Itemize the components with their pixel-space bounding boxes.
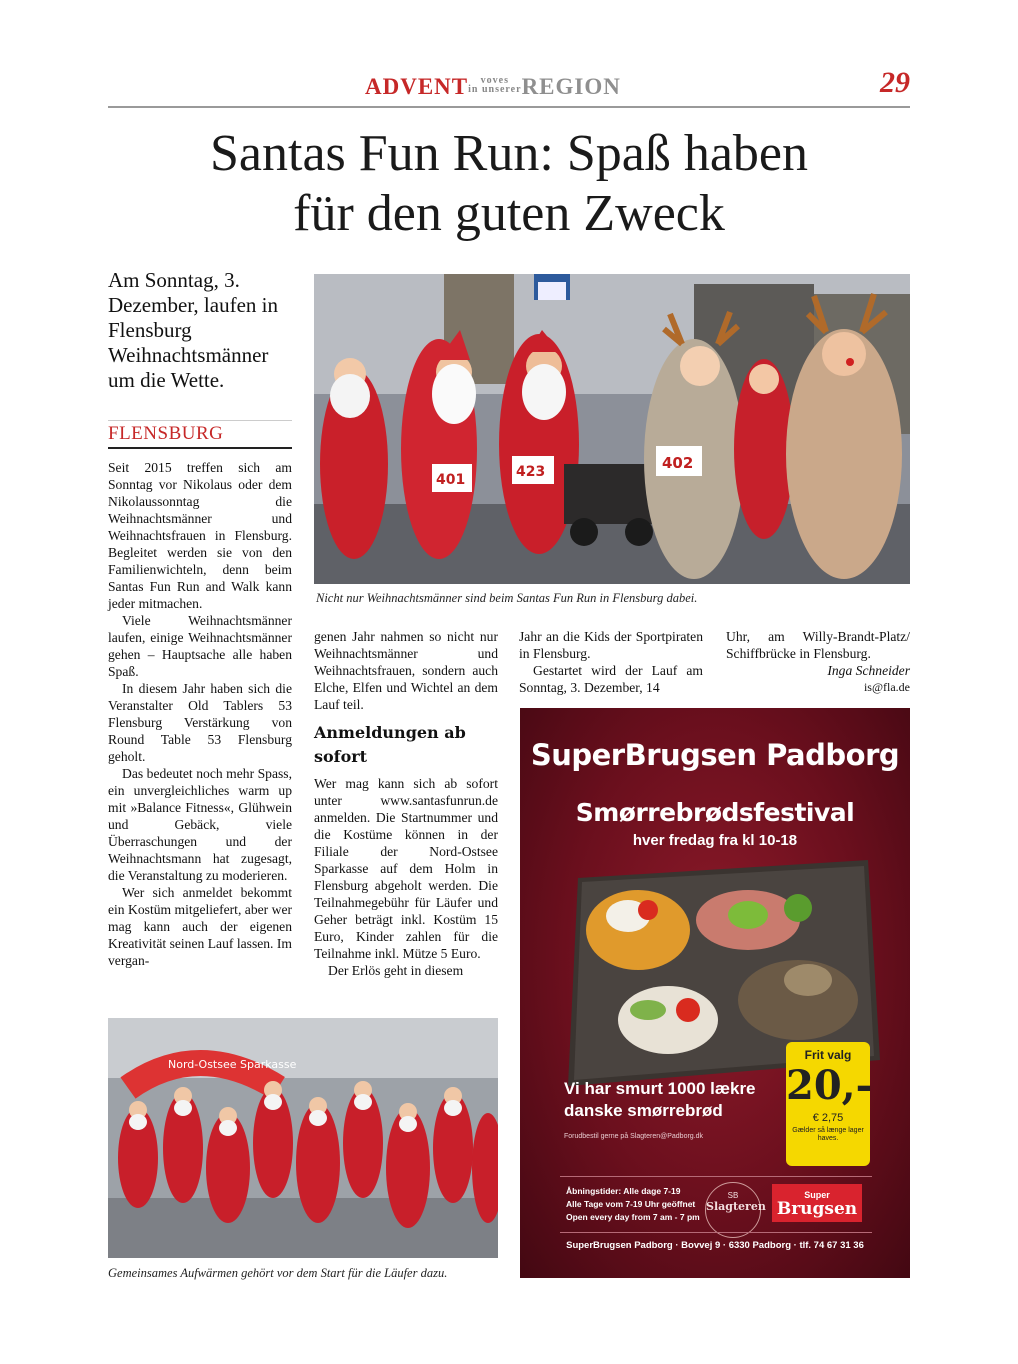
paragraph: Gestartet wird der Lauf am Sonntag, 3. Dezember, 14 <box>519 663 703 695</box>
article-column-2 <box>314 628 498 979</box>
article-column-3 <box>519 628 703 696</box>
kicker-small <box>468 76 521 94</box>
ad-festival: Smørrebrødsfestival <box>575 798 855 827</box>
photo-caption-2: Gemeinsames Aufwärmen gehört vor dem Start für die Läufer dazu. <box>108 1266 448 1280</box>
logo-super: Super <box>804 1190 830 1200</box>
bib-number: 401 <box>436 472 466 488</box>
page-number: 29 <box>880 66 910 99</box>
subheading: Anmeldungen ab sofort <box>314 723 466 766</box>
hours-danish: Åbningstider: Alle dage 7-19 <box>566 1186 681 1196</box>
price-euro: € 2,75 <box>812 1112 844 1124</box>
author-name: Inga Schneider <box>827 663 910 678</box>
paragraph: Jahr an die Kids der Sportpiraten in Flensburg. <box>519 629 703 661</box>
ad-order-note: Forudbestil gerne på Slagteren@Padborg.dk <box>564 1133 704 1140</box>
author-email: is@fla.de <box>863 680 910 694</box>
ad-claim: Vi har smurt 1000 lækre danske smørrebrød <box>564 1079 756 1120</box>
banner-text: Nord-Ostsee Sparkasse <box>168 1058 297 1071</box>
price-tag <box>786 1042 873 1166</box>
photo-warm-up <box>108 1018 498 1258</box>
headline-line-1: Santas Fun Run: Spaß haben <box>210 125 808 182</box>
kicker-small-unserer: unserer <box>481 84 522 95</box>
paragraph: Wer sich anmeldet bekommt ein Kostüm mitgeliefert, aber wer mag kann auch der eigenen Kreativität seinen Lauf lassen. Im vergan- <box>108 885 292 968</box>
article-column-1 <box>108 459 292 969</box>
warmup-illustration <box>108 1018 498 1258</box>
slagteren-sb: SB <box>727 1191 739 1200</box>
ad-address: SuperBrugsen Padborg · Bovvej 9 · 6330 Padborg · tlf. 74 67 31 36 <box>566 1240 864 1251</box>
hours-english: Open every day from 7 am - 7 pm <box>566 1212 700 1222</box>
kicker-advent: ADVENT <box>365 74 469 99</box>
slagteren-text: Slagteren <box>706 1200 766 1213</box>
slagteren-logo <box>705 1182 766 1238</box>
ad-divider <box>560 1176 872 1177</box>
kicker-small-top: voves <box>480 75 510 86</box>
paragraph: Wer mag kann sich ab sofort unter www.santasfunrun.de anmelden. Die Startnummer und die Kostüme können in der Filiale der Nord-Ostsee Sparkasse auf dem Holm in Flensburg abgeholt werden. Die Teilnahmegebühr für Läufer und Geher beträgt inkl. Kostüm 15 Euro, Kinder zahlen für die Teilnahme inkl. Mütze 5 Euro. <box>314 776 498 961</box>
advertisement <box>520 708 910 1278</box>
superbrugsen-logo <box>772 1184 862 1222</box>
ad-subtitle: hver fredag fra kl 10-18 <box>632 832 798 849</box>
bib-number: 402 <box>662 454 694 472</box>
dateline: FLENSBURG <box>108 420 292 449</box>
paragraph: Uhr, am Willy-Brandt-Platz/ Schiffbrücke in Flensburg. <box>726 629 910 661</box>
bib-number: 423 <box>516 464 546 480</box>
price-label: Frit valg <box>804 1048 852 1062</box>
paragraph: In diesem Jahr haben sich die Veranstalter Old Tablers 53 Flensburg Verstärkung von Round Table 53 Flensburg geholt. <box>108 681 292 764</box>
price-note: Gælder så længe lager haves. <box>792 1127 864 1142</box>
section-kicker <box>365 74 621 100</box>
paragraph: Der Erlös geht in diesem <box>328 963 464 978</box>
paragraph: Seit 2015 treffen sich am Sonntag vor Nikolaus oder dem Nikolaussonntag die Weihnachtsmänner und Weihnachtsfrauen in Flensburg. Begleitet werden sie von den Familienwichteln, denn beim Santas Fun Run and Walk kann jeder mitmachen. <box>108 460 292 611</box>
photo-santa-runners <box>314 274 910 584</box>
article-column-4 <box>726 628 910 696</box>
headline <box>108 124 910 244</box>
paragraph: Das bedeutet noch mehr Spass, ein unvergleichliches warm up mit »Balance Fitness«, Glühwein und Gebäck, viele Überraschungen und der Weihnachtsmann hat zugesagt, die Veranstaltung zu moderieren. <box>108 766 292 883</box>
paragraph: Viele Weihnachtsmänner laufen, einige Weihnachtsmänner gehen – Hauptsache alle haben Spaß. <box>108 613 292 679</box>
runners-illustration <box>314 274 910 584</box>
headline-line-2: für den guten Zweck <box>293 185 725 242</box>
ad-title: SuperBrugsen Padborg <box>530 738 900 772</box>
logo-brugsen: Brugsen <box>776 1199 858 1219</box>
ad-divider <box>560 1232 872 1233</box>
lead-paragraph: Am Sonntag, 3. Dezember, laufen in Flensburg Weihnachtsmänner um die Wette. <box>108 268 278 392</box>
kicker-region: REGION <box>521 74 621 99</box>
opening-hours <box>566 1185 700 1224</box>
hours-german: Alle Tage vom 7-19 Uhr geöffnet <box>566 1199 696 1209</box>
kicker-small-in: in <box>468 84 479 95</box>
photo-caption-1: Nicht nur Weihnachtsmänner sind beim Santas Fun Run in Flensburg dabei. <box>316 591 698 605</box>
price-value: 20,- <box>786 1062 873 1109</box>
paragraph: genen Jahr nahmen so nicht nur Weihnachtsmänner und Weihnachtsfrauen, sondern auch Elche, Elfen und Wichtel an dem Lauf teil. <box>314 629 498 712</box>
